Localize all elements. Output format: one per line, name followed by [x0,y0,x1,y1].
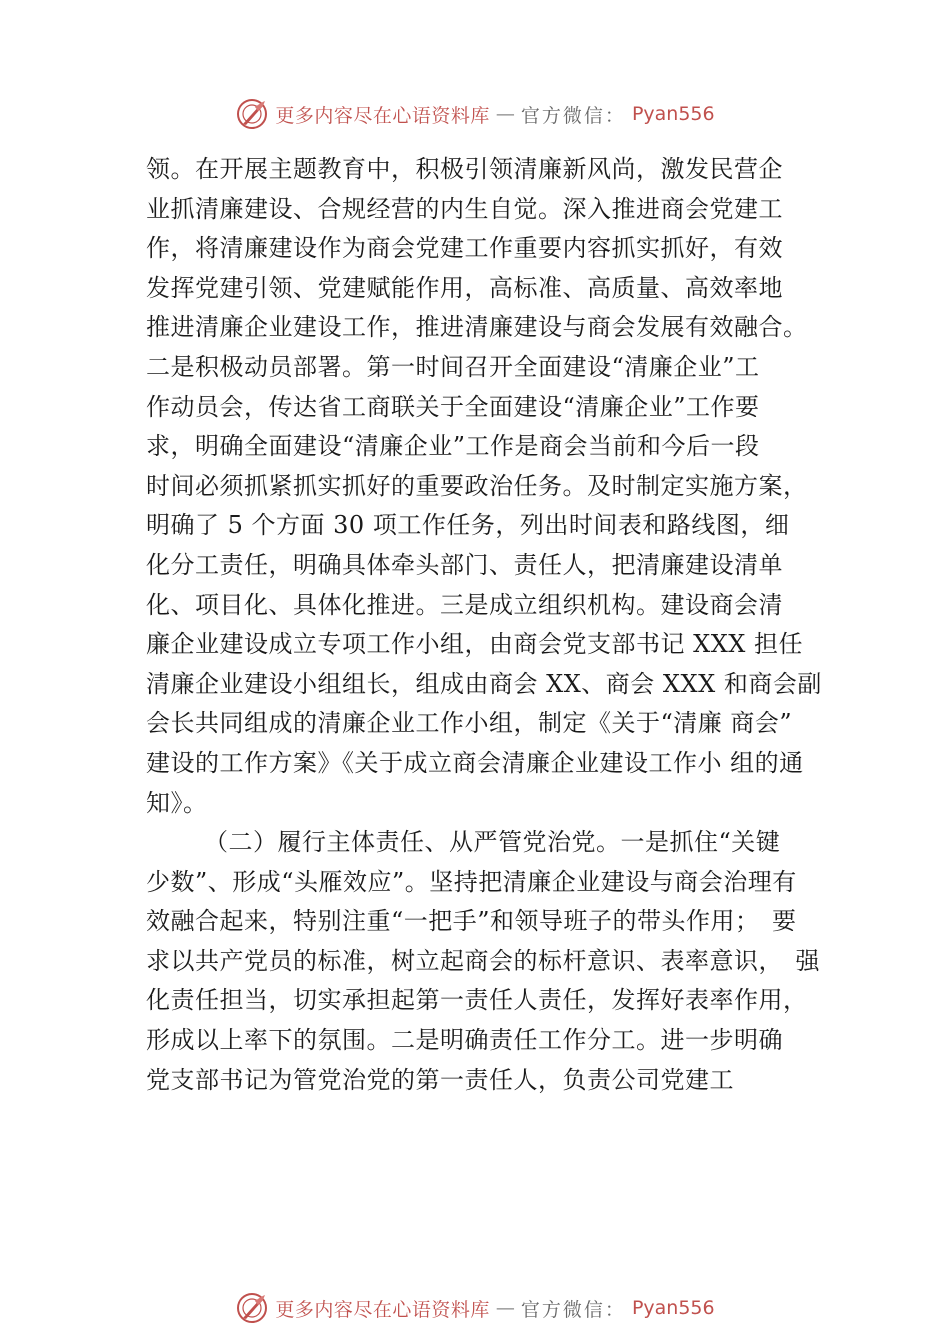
text-line: 少数”、形成“头雁效应”。坚持把清廉企业建设与商会治理有 [146,867,797,896]
banner-wechat-id: Pyan556 [631,103,715,125]
footer-watermark-banner [0,1288,950,1328]
text-line: 作动员会，传达省工商联关于全面建设“清廉企业”工作要 [146,392,760,421]
text-line: 求以共产党员的标准，树立起商会的标杆意识、表率意识， 强 [146,946,820,975]
text-line: 形成以上率下的氛围。二是明确责任工作分工。进一步明确 [146,1026,783,1055]
text-line: 效融合起来，特别注重“一把手”和领导班子的带头作用； 要 [146,907,797,936]
text-line: 明确了 5 个方面 30 项工作任务，列出时间表和路线图，细 [146,511,790,540]
text-line: 党支部书记为管党治党的第一责任人，负责公司党建工 [146,1065,734,1094]
document-body [146,150,836,1100]
banner-wechat-label: 官方微信： [520,1298,626,1321]
text-line: 领。在开展主题教育中，积极引领清廉新风尚，激发民营企 [146,155,783,183]
header-watermark-banner [0,94,950,134]
text-line: 推进清廉企业建设工作，推进清廉建设与商会发展有效融合。 [146,313,808,342]
text-line: 时间必须抓紧抓实抓好的重要政治任务。及时制定实施方案， [146,471,808,500]
text-line: 化分工责任，明确具体牵头部门、责任人，把清廉建设清单 [146,550,783,579]
text-line: 求，明确全面建设“清廉企业”工作是商会当前和今后一段 [146,432,760,461]
text-line: 建设的工作方案》《关于成立商会清廉企业建设工作小 组的通 [146,748,804,777]
banner-text: 更多内容尽在心语资料库 [275,1298,490,1321]
quill-seal-icon [235,1291,269,1325]
text-line: 业抓清廉建设、合规经营的内生自觉。深入推进商会党建工 [146,194,783,223]
section-heading-line: （二）履行主体责任、从严管党治党。一是抓住“关键 [204,828,781,857]
banner-wechat-label: 官方微信： [520,104,626,127]
banner-separator: — [495,103,515,125]
text-line: 会长共同组成的清廉企业工作小组，制定《关于“清廉 商会” [146,709,793,738]
text-line: 化、项目化、具体化推进。三是成立组织机构。建设商会清 [146,590,783,619]
quill-seal-icon [235,97,269,131]
text-line: 化责任担当，切实承担起第一责任人责任，发挥好表率作用， [146,986,808,1015]
text-line: 发挥党建引领、党建赋能作用，高标准、高质量、高效率地 [146,273,783,302]
banner-text: 更多内容尽在心语资料库 [275,104,490,127]
text-line: 二是积极动员部署。第一时间召开全面建设“清廉企业”工 [146,352,760,381]
text-line: 知》。 [146,788,208,817]
text-line: 作，将清廉建设作为商会党建工作重要内容抓实抓好，有效 [146,234,783,263]
banner-wechat-id: Pyan556 [631,1297,715,1319]
banner-separator: — [495,1297,515,1319]
text-line: 清廉企业建设小组组长，组成由商会 XX、商会 XXX 和商会副 [146,669,822,698]
text-line: 廉企业建设成立专项工作小组，由商会党支部书记 XXX 担任 [146,630,804,659]
